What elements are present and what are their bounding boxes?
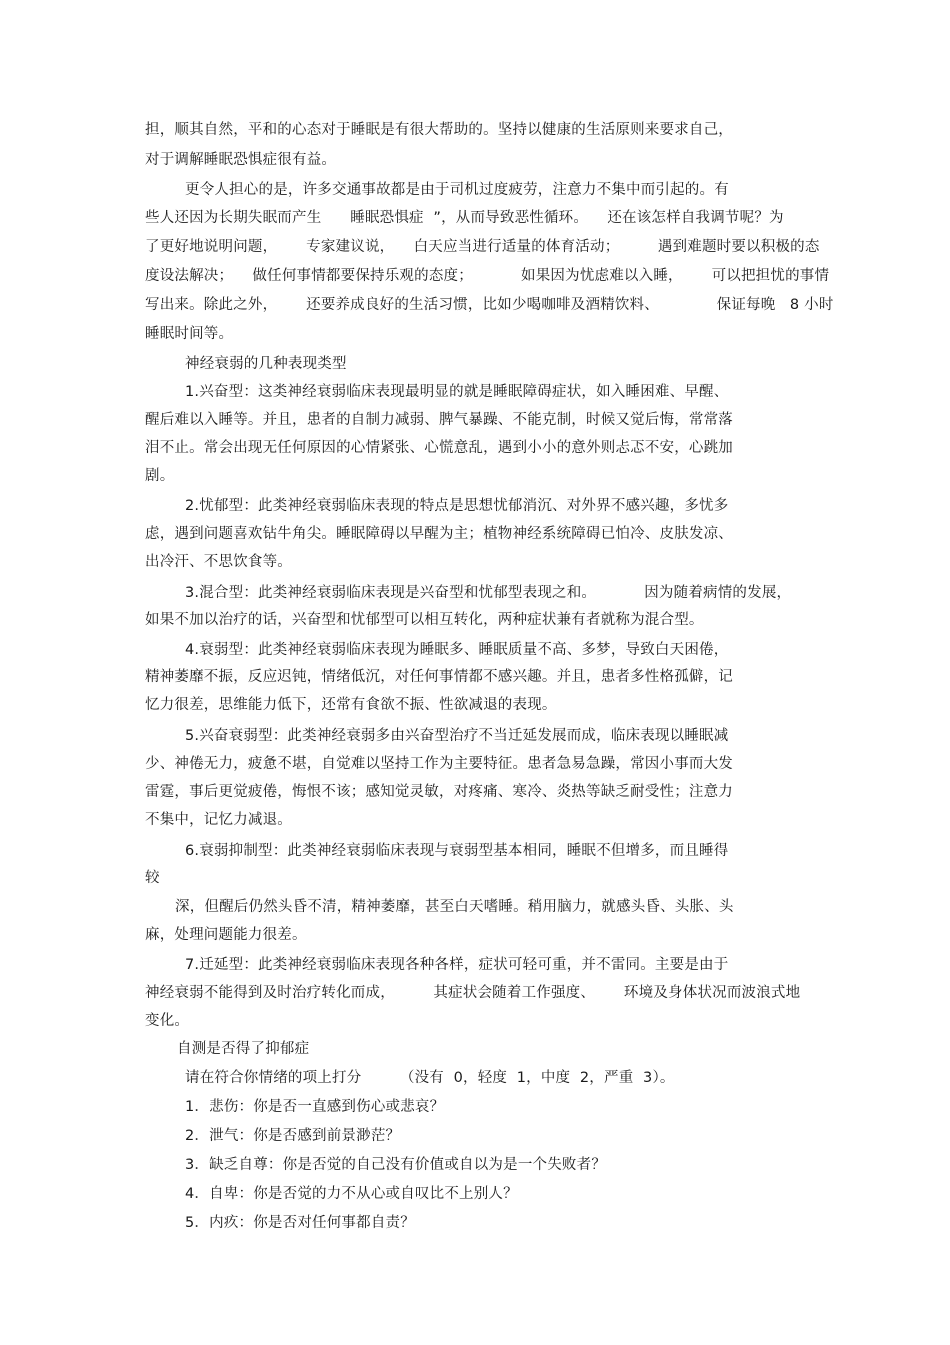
text-line: 对于调解睡眠恐惧症很有益。 bbox=[145, 152, 337, 168]
question-item: 4．自卑：你是否觉的力不从心或自叹比不上别人？ bbox=[185, 1186, 518, 1202]
text-line: 写出来。除此之外， 还要养成良好的生活习惯，比如少喝咖啡及酒精饮料、 保证每晚 8 小时 bbox=[145, 297, 834, 313]
text-line: 度设法解决； 做任何事情都要保持乐观的态度； 如果因为忧虑难以入睡， 可以把担忧的事情 bbox=[145, 268, 830, 284]
text-line: 少、神倦无力，疲惫不堪，自觉难以坚持工作为主要特征。患者急易急躁，常因小事而大发 bbox=[145, 756, 733, 772]
text-line: 醒后难以入睡等。并且，患者的自制力减弱、脾气暴躁、不能克制，时候又觉后悔，常常落 bbox=[145, 412, 733, 428]
question-item: 5．内疚：你是否对任何事都自责？ bbox=[185, 1215, 415, 1231]
text-line: 如果不加以治疗的话，兴奋型和忧郁型可以相互转化，两种症状兼有者就称为混合型。 bbox=[145, 612, 704, 628]
text-line: 虑，遇到问题喜欢钻牛角尖。睡眠障碍以早醒为主；植物神经系统障碍已怕冷、皮肤发凉、 bbox=[145, 526, 733, 542]
text-line: 精神萎靡不振，反应迟钝，情绪低沉，对任何事情都不感兴趣。并且，患者多性格孤僻，记 bbox=[145, 669, 733, 685]
text-line: 3.混合型：此类神经衰弱临床表现是兴奋型和忧郁型表现之和。 因为随着病情的发展， bbox=[185, 585, 792, 601]
section-heading: 自测是否得了抑郁症 bbox=[177, 1041, 310, 1057]
question-item: 2．泄气：你是否感到前景渺茫？ bbox=[185, 1128, 401, 1144]
text-line: 请在符合你情绪的项上打分 （没有 0，轻度 1，中度 2，严重 3）。 bbox=[185, 1070, 675, 1086]
text-line: 担，顺其自然，平和的心态对于睡眠是有很大帮助的。坚持以健康的生活原则来要求自己， bbox=[145, 122, 733, 138]
text-line: 了更好地说明问题， 专家建议说， 白天应当进行适量的体育活动； 遇到难题时要以积极的态 bbox=[145, 239, 820, 255]
text-line: 出冷汗、不思饮食等。 bbox=[145, 554, 292, 570]
text-line: 1.兴奋型：这类神经衰弱临床表现最明显的就是睡眠障碍症状，如入睡困难、早醒、 bbox=[185, 384, 729, 400]
text-line: 4.衰弱型：此类神经衰弱临床表现为睡眠多、睡眠质量不高、多梦，导致白天困倦， bbox=[185, 642, 729, 658]
text-line: 麻，处理问题能力很差。 bbox=[145, 927, 307, 943]
text-line: 睡眠时间等。 bbox=[145, 326, 234, 342]
text-line: 不集中，记忆力减退。 bbox=[145, 812, 292, 828]
text-line: 变化。 bbox=[145, 1013, 190, 1029]
text-line: 更令人担心的是，许多交通事故都是由于司机过度疲劳，注意力不集中而引起的。有 bbox=[185, 182, 729, 198]
question-item: 3．缺乏自尊：你是否觉的自己没有价值或自以为是一个失败者？ bbox=[185, 1157, 607, 1173]
text-line: 忆力很差，思维能力低下，还常有食欲不振、性欲减退的表现。 bbox=[145, 697, 557, 713]
text-line: 泪不止。常会出现无任何原因的心情紧张、心慌意乱，遇到小小的意外则忐忑不安，心跳加 bbox=[145, 440, 733, 456]
question-item: 1．悲伤：你是否一直感到伤心或悲哀？ bbox=[185, 1099, 445, 1115]
text-line: 雷霆，事后更觉疲倦，悔恨不该；感知觉灵敏，对疼痛、寒冷、炎热等缺乏耐受性；注意力 bbox=[145, 784, 733, 800]
text-line: 7.迁延型：此类神经衰弱临床表现各种各样，症状可轻可重，并不雷同。主要是由于 bbox=[185, 957, 729, 973]
text-line: 剧。 bbox=[145, 468, 175, 484]
text-line: 些人还因为长期失眠而产生 睡眠恐惧症 ”，从而导致恶性循环。 还在该怎样自我调节呢？为 bbox=[145, 210, 784, 226]
text-line: 5.兴奋衰弱型：此类神经衰弱多由兴奋型治疗不当迁延发展而成，临床表现以睡眠减 bbox=[185, 728, 729, 744]
text-line: 较 bbox=[145, 870, 160, 886]
section-heading: 神经衰弱的几种表现类型 bbox=[185, 356, 347, 372]
text-line: 深，但醒后仍然头昏不清，精神萎靡，甚至白天嗜睡。稍用脑力，就感头昏、头胀、头 bbox=[175, 899, 734, 915]
text-line: 6.衰弱抑制型：此类神经衰弱临床表现与衰弱型基本相同，睡眠不但增多，而且睡得 bbox=[185, 843, 729, 859]
text-line: 2.忧郁型：此类神经衰弱临床表现的特点是思想忧郁消沉、对外界不感兴趣，多忧多 bbox=[185, 498, 729, 514]
text-line: 神经衰弱不能得到及时治疗转化而成， 其症状会随着工作强度、 环境及身体状况而波浪式地 bbox=[145, 985, 801, 1001]
